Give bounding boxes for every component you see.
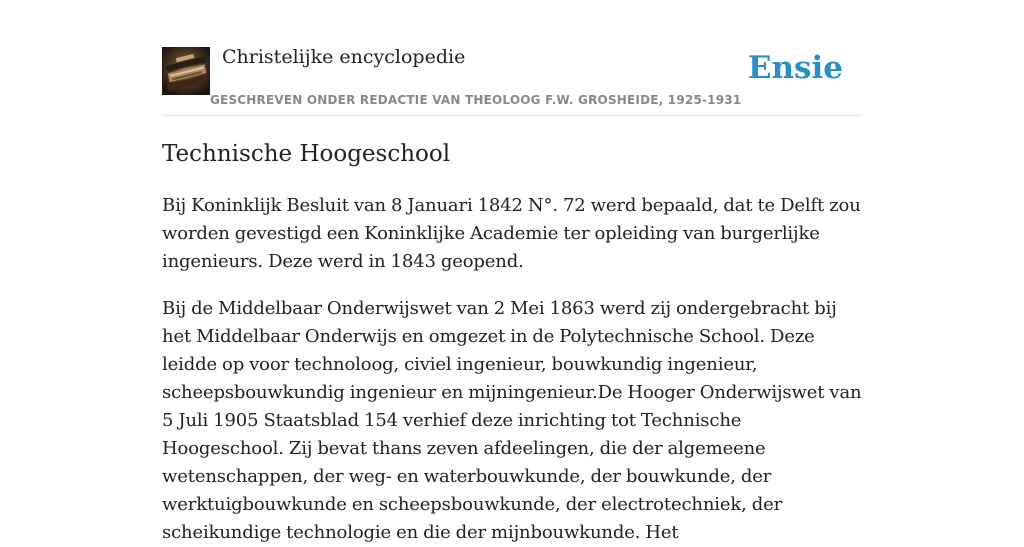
article xyxy=(162,138,862,547)
encyclopedia-subtitle: GESCHREVEN ONDER REDACTIE VAN THEOLOOG F.W. GROSHEIDE, 1925-1931 xyxy=(210,93,742,107)
book-cover-icon[interactable] xyxy=(162,47,210,95)
entry-title: Technische Hoogeschool xyxy=(162,141,451,167)
article-paragraph-1: Bij Koninklijk Besluit van 8 Januari 1842 N°. 72 werd bepaald, dat te Delft zou worden gevestigd een Koninklijke Academie ter opleiding van burgerlijke ingenieurs. Deze werd in 1843 geopend. xyxy=(162,195,861,272)
header xyxy=(162,46,862,116)
article-paragraph-2: Bij de Middelbaar Onderwijswet van 2 Mei 1863 werd zij ondergebracht bij het Middelbaar Onderwijs en omgezet in de Polytechnische School. Deze leidde op voor technoloog, civiel ingenieur, bouwkundig ingenieur, scheepsbouwkundig ingenieur en mijningenieur.De Hooger Onderwijswet van 5 Juli 1905 Staatsblad 154 verhief deze inrichting tot Technische Hoogeschool. Zij bevat thans zeven afdeelingen, die der algemeene wetenschappen, der weg- en waterbouwkunde, der bouwkunde, der werktuigbouwkunde en scheepsbouwkunde, der electrotechniek, der scheikundige technologie en die der mijnbouwkunde. Het xyxy=(162,298,862,543)
ensie-logo-link[interactable]: Ensie xyxy=(747,50,843,86)
header-divider xyxy=(162,115,862,116)
book-cover-image xyxy=(162,47,210,95)
encyclopedia-title[interactable]: Christelijke encyclopedie xyxy=(222,46,466,68)
